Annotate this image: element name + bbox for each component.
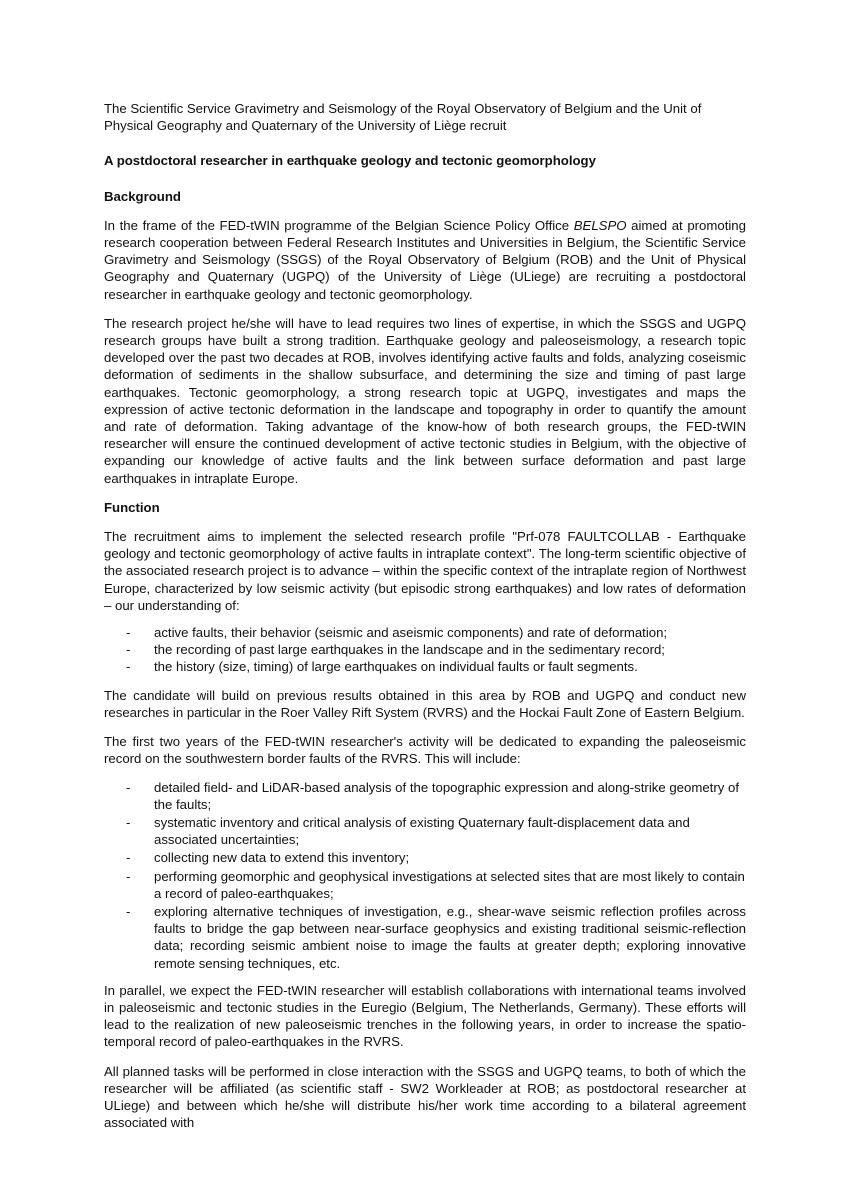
list-item-text: the history (size, timing) of large earthquakes on individual faults or fault segments. xyxy=(154,659,638,675)
list-item xyxy=(104,779,746,813)
list-item xyxy=(104,903,746,972)
document-title: A postdoctoral researcher in earthquake geology and tectonic geomorphology xyxy=(104,153,596,169)
function-paragraph-4: In parallel, we expect the FED-tWIN researcher will establish collaborations with international teams involved in paleoseismic and tectonic studies in the Euregio (Belgium, The Netherlands, Germany). These efforts will lead to the realization of new paleoseismic trenches in the following years, in order to increase the spatio-temporal record of paleo-earthquakes in the RVRS. xyxy=(104,982,746,1050)
list-item-text: systematic inventory and critical analysis of existing Quaternary fault-displacement data and associated uncertainties; xyxy=(154,814,690,848)
function-paragraph-2: The candidate will build on previous results obtained in this area by ROB and UGPQ and conduct new researches in particular in the Roer Valley Rift System (RVRS) and the Hockai Fault Zone of Eastern Belgium. xyxy=(104,687,746,720)
bullet-dash: - xyxy=(126,868,131,884)
list-item xyxy=(104,641,746,658)
background-p1-text-a: In the frame of the FED-tWIN programme of the Belgian Science Policy Office xyxy=(104,217,574,233)
background-heading: Background xyxy=(104,188,181,204)
list-item-text: active faults, their behavior (seismic and aseismic components) and rate of deformation; xyxy=(154,625,668,641)
list-item xyxy=(104,658,746,675)
bullet-dash: - xyxy=(126,850,131,866)
bullet-dash: - xyxy=(126,779,131,795)
list-item-text: performing geomorphic and geophysical investigations at selected sites that are most likely to contain a record of paleo-earthquakes; xyxy=(154,868,745,901)
list-item-text: detailed field- and LiDAR-based analysis of the topographic expression and along-strike geometry of the faults; xyxy=(154,779,739,812)
bullet-dash: - xyxy=(126,642,131,658)
function-heading: Function xyxy=(104,499,160,515)
objectives-list xyxy=(104,624,746,676)
list-item-text: collecting new data to extend this inventory; xyxy=(154,850,410,866)
bullet-dash: - xyxy=(126,625,131,641)
tasks-list xyxy=(104,779,746,972)
background-paragraph-1 xyxy=(104,217,746,303)
list-item-text: exploring alternative techniques of investigation, e.g., shear-wave seismic reflection profiles across faults to bridge the gap between near-surface geophysics and existing traditional seismic-reflection data; recording seismic ambient noise to image the faults at greater depth; exploring innovative remote sensing techniques, etc. xyxy=(154,903,746,971)
background-p1-text-b: aimed at promoting research cooperation between Federal Research Institutes and Universities in Belgium, the Scientific Service Gravimetry and Seismology (SSGS) of the Royal Observatory of Belgium (ROB) and the Unit of Physical Geography and Quaternary (UGPQ) of the University of Liège (ULiege) are recruiting a postdoctoral researcher in earthquake geology and tectonic geomorphology. xyxy=(104,217,746,302)
function-paragraph-1: The recruitment aims to implement the selected research profile "Prf-078 FAULTCOLLAB - Earthquake geology and tectonic geomorphology of active faults in intraplate context". The long-term scientific objective of the associated research project is to advance – within the specific context of the intraplate region of Northwest Europe, characterized by low seismic activity (but episodic strong earthquakes) and low rates of deformation – our understanding of: xyxy=(104,529,746,613)
background-paragraph-2: The research project he/she will have to lead requires two lines of expertise, in which the SSGS and UGPQ research groups have built a strong tradition. Earthquake geology and paleoseismology, a research topic developed over the past two decades at ROB, involves identifying active faults and folds, analyzing coseismic deformation of sediments in the shallow subsurface, and determining the size and timing of past large earthquakes. Tectonic geomorphology, a strong research topic at UGPQ, investigates and maps the expression of active tectonic deformation in the landscape and topography in order to quantify the amount and rate of deformation. Taking advantage of the know-how of both research groups, the FED-tWIN researcher will ensure the continued development of active tectonic studies in Belgium, with the objective of expanding our knowledge of active faults and the link between surface deformation and past large earthquakes in intraplate Europe. xyxy=(104,315,746,486)
belspo-emphasis: BELSPO xyxy=(573,217,627,233)
function-paragraph-3: The first two years of the FED-tWIN researcher's activity will be dedicated to expanding the paleoseismic record on the southwestern border faults of the RVRS. This will include: xyxy=(104,734,746,767)
bullet-dash: - xyxy=(126,814,131,830)
list-item xyxy=(104,624,746,641)
list-item xyxy=(104,814,746,848)
intro-paragraph: The Scientific Service Gravimetry and Seismology of the Royal Observatory of Belgium and the Unit of Physical Geography and Quaternary of the University of Liège recruit xyxy=(104,101,702,134)
bullet-dash: - xyxy=(126,659,131,675)
list-item-text: the recording of past large earthquakes in the landscape and in the sedimentary record; xyxy=(154,642,665,658)
list-item xyxy=(104,849,746,866)
bullet-dash: - xyxy=(126,903,131,919)
list-item xyxy=(104,868,746,902)
function-paragraph-5: All planned tasks will be performed in close interaction with the SSGS and UGPQ teams, to both of which the researcher will be affiliated (as scientific staff - SW2 Workleader at ROB; as postdoctoral researcher at ULiege) and between which he/she will distribute his/her work time according to a bilateral agreement associated with xyxy=(104,1063,746,1131)
